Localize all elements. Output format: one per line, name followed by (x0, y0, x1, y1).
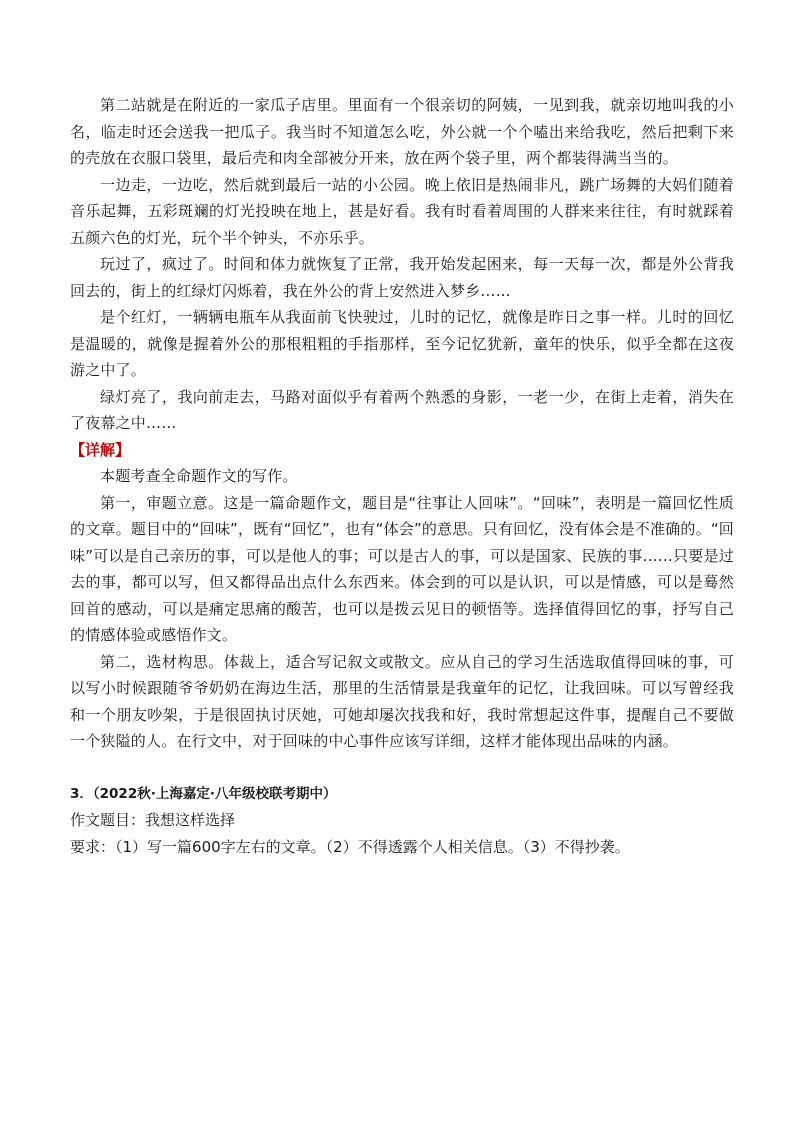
question-requirements: 要求：（1）写一篇600字左右的文章。（2）不得透露个人相关信息。（3）不得抄袭。 (70, 837, 630, 856)
essay-paragraph: 玩过了，疯过了。时间和体力就恢复了正常，我开始发起困来，每一天每一次，都是外公背我回去的，街上的红绿灯闪烁着，我在外公的背上安然进入梦乡…… (70, 255, 734, 300)
question-block (70, 781, 734, 861)
analysis-heading: 【详解】 (70, 440, 131, 459)
section-gap (70, 755, 734, 781)
essay-paragraph: 绿灯亮了，我向前走去，马路对面似乎有着两个熟悉的身影，一老一少，在街上走着，消失在了夜幕之中…… (70, 387, 734, 432)
essay-paragraph: 是个红灯，一辆辆电瓶车从我面前飞快驶过，儿时的记忆，就像是昨日之事一样。儿时的回忆是温暖的，就像是握着外公的那根粗粗的手指那样，至今记忆犹新，童年的快乐，似乎全都在这夜游之中了。 (70, 308, 734, 379)
analysis-section (70, 437, 734, 755)
question-topic: 作文题目：我想这样选择 (70, 811, 236, 829)
essay-paragraph: 一边走，一边吃，然后就到最后一站的小公园。晚上依旧是热闹非凡，跳广场舞的大妈们随着音乐起舞，五彩斑斓的灯光投映在地上，甚是好看。我有时看着周围的人群来来往往，有时就踩着五颜六色的灯光，玩个半个钟头，不亦乐乎。 (70, 175, 734, 247)
essay-paragraph: 第二站就是在附近的一家瓜子店里。里面有一个很亲切的阿姨，一见到我，就亲切地叫我的小名，临走时还会送我一把瓜子。我当时不知道怎么吃，外公就一个个嗑出来给我吃，然后把剩下来的壳放在衣服口袋里，最后壳和肉全部被分开来，放在两个袋子里，两个都装得满当当的。 (70, 96, 734, 167)
question-header: 3．（2022秋·上海嘉定·八年级校联考期中） (70, 785, 337, 802)
analysis-paragraph: 第一，审题立意。这是一篇命题作文，题目是“往事让人回味”。“回味”，表明是一篇回忆性质的文章。题目中的“回味”，既有“回忆”，也有“体会”的意思。只有回忆，没有体会是不准确的。“回味”可以是自己亲历的事，可以是他人的事；可以是古人的事，可以是国家、民族的事……只要是过去的事，都可以写，但又都得品出点什么东西来。体会到的可以是认识，可以是情感，可以是蓦然回首的感动，可以是痛定思痛的酸苦，也可以是拨云见日的顿悟等。选择值得回忆的事，抒写自己的情感体验或感悟作文。 (70, 493, 734, 644)
essay-body (70, 92, 734, 437)
analysis-paragraph: 第二，选材构思。体裁上，适合写记叙文或散文。应从自己的学习生活选取值得回味的事，可以写小时候跟随爷爷奶奶在海边生活，那里的生活情景是我童年的记忆，让我回味。可以写曾经我和一个朋友吵架，于是很固执讨厌她，可她却屡次找我和好，我时常想起这件事，提醒自己不要做一个狭隘的人。在行文中，对于回味的中心事件应该写详细，这样才能体现出品味的内涵。 (70, 652, 734, 750)
analysis-paragraph: 本题考查全命题作文的写作。 (100, 467, 298, 485)
